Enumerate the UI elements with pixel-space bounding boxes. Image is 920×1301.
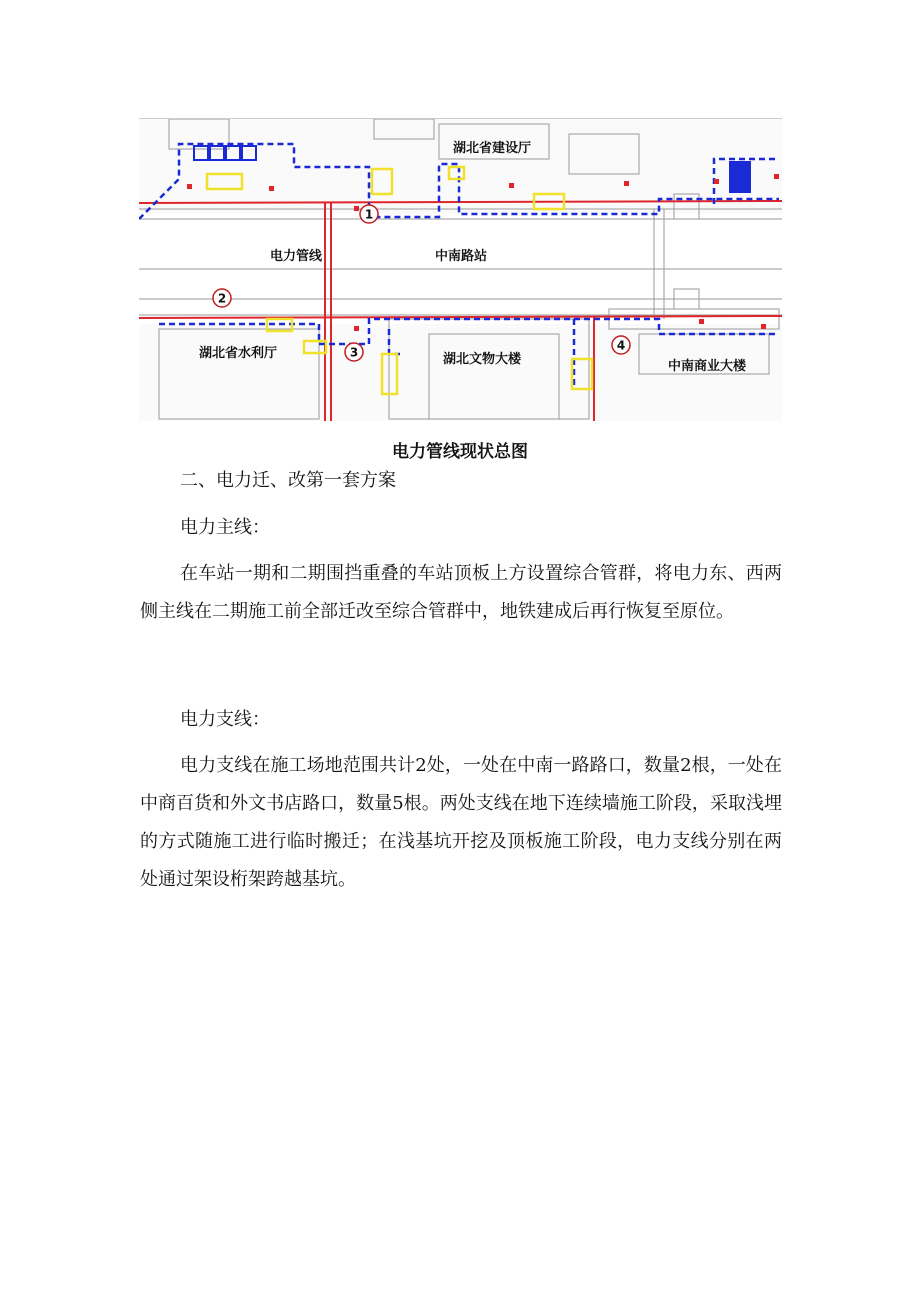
marker-4 xyxy=(612,336,630,354)
main-line-body: 在车站一期和二期围挡重叠的车站顶板上方设置综合管群，将电力东、西两侧主线在二期施工前全部迁改至综合管群中，地铁建成后再行恢复至原位。 xyxy=(140,563,782,622)
marker-3 xyxy=(345,343,363,361)
blue-blocks xyxy=(194,146,256,160)
power-pipeline-map xyxy=(139,118,782,421)
marker-4-label: 4 xyxy=(616,338,626,353)
label-wenwu: 湖北文物大楼 xyxy=(443,352,522,367)
blue-filled-block xyxy=(729,161,751,193)
label-jianshe: 湖北省建设厅 xyxy=(453,141,532,156)
label-power-pipeline: 电力管线 xyxy=(270,249,323,264)
marker-1-label: 1 xyxy=(364,207,374,222)
branch-line-heading: 电力支线： xyxy=(180,709,270,730)
section-heading: 二、电力迁、改第一套方案 xyxy=(180,470,396,491)
marker-3-label: 3 xyxy=(349,345,359,360)
label-shuili: 湖北省水利厅 xyxy=(199,346,278,361)
main-line-heading: 电力主线： xyxy=(180,517,270,538)
marker-2 xyxy=(213,289,231,307)
street-outlines xyxy=(139,119,782,419)
map-drawing xyxy=(139,119,782,421)
figure-caption: 电力管线现状总图 xyxy=(392,442,528,462)
marker-1 xyxy=(360,205,378,223)
label-shangye: 中南商业大楼 xyxy=(668,359,747,374)
label-station: 中南路站 xyxy=(435,249,488,264)
branch-line-body: 电力支线在施工场地范围共计2处，一处在中南一路路口，数量2根，一处在中商百货和外文书店路口，数量5根。两处支线在地下连续墙施工阶段，采取浅埋的方式随施工进行临时搬迁；在浅基坑开挖及顶板施工阶段，电力支线分别在两处通过架设桁架跨越基坑。 xyxy=(140,755,782,890)
marker-2-label: 2 xyxy=(217,291,227,306)
